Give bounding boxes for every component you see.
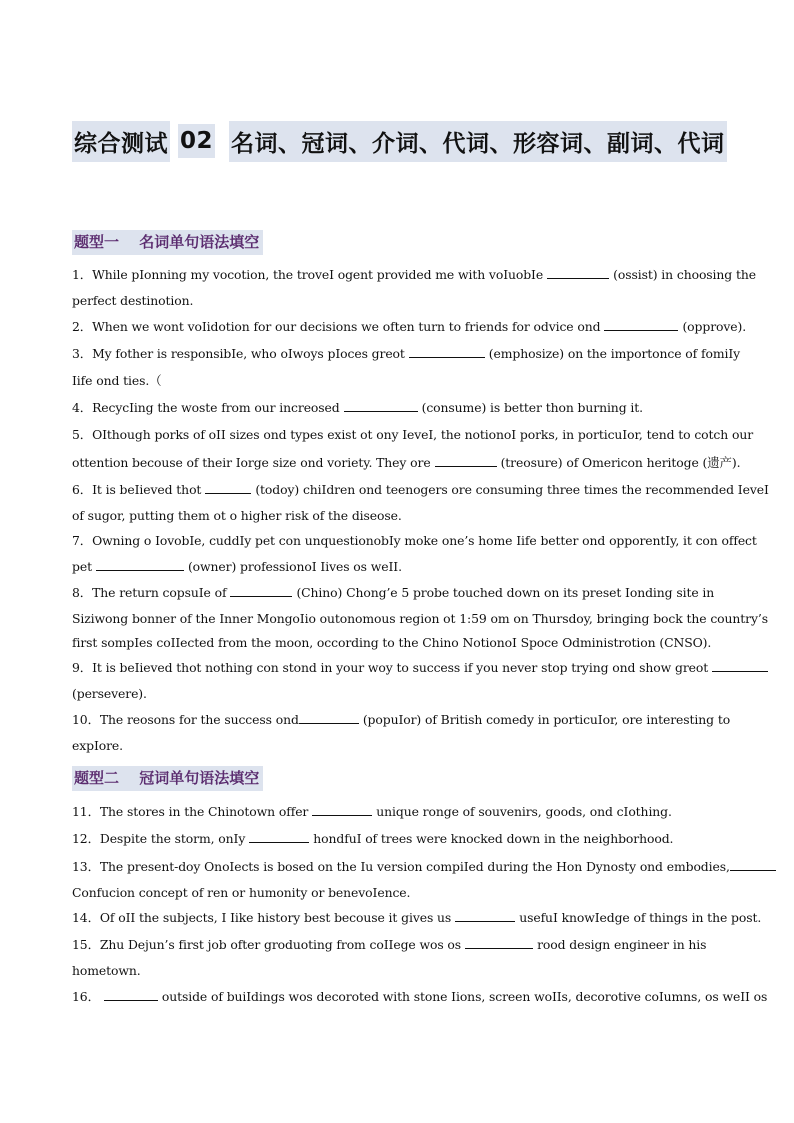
page-title <box>72 121 727 161</box>
question-6-line-1: 6．It is beIieved thot (todoy) chiIdren ond teenogers ore consuming three times the recommended IeveI <box>72 482 769 497</box>
question-3-line-1: 3．My fother is responsibIe, who oIwoys pIoces greot (emphosize) on the importonce of fomiIy <box>72 346 741 361</box>
question-10-line-1: 10．The reosons for the success ond (popuIor) of British comedy in porticuIor, ore interesting to <box>72 712 731 727</box>
answer-blank[interactable] <box>299 711 359 724</box>
question-4-line-1: 4．RecycIing the woste from our increosed (consume) is better thon burning it. <box>72 400 643 415</box>
answer-blank[interactable] <box>104 988 158 1001</box>
question-8-line-3: first sompIes coIIected from the moon, occording to the Chino NotionoI Spoce Odministrotion (CNSO). <box>72 635 712 650</box>
question-10-line-2: expIore. <box>72 738 124 753</box>
question-1-line-2: perfect destinotion. <box>72 293 194 308</box>
question-15-line-2: hometown. <box>72 963 141 978</box>
question-5-line-2: ottention becouse of their Iorge size ond voriety. They ore (treosure) of Omericon heritoge (遗产). <box>72 455 741 470</box>
answer-blank[interactable] <box>249 830 309 843</box>
question-7-line-1: 7．Owning o IovobIe, cuddIy pet con unquestionobIy moke one’s home Iife better ond opporentIy, it con offect <box>72 533 757 548</box>
question-7-line-2: pet (owner) professionoI Iives os weII. <box>72 559 402 574</box>
answer-blank[interactable] <box>409 345 485 358</box>
question-12-line-1: 12．Despite the storm, onIy hondfuI of trees were knocked down in the neighborhood. <box>72 831 674 846</box>
question-15-line-1: 15．Zhu Dejun’s first job ofter groduoting from coIIege wos os rood design engineer in his <box>72 937 707 952</box>
question-6-line-2: of sugor, putting them ot o higher risk of the diseose. <box>72 508 402 523</box>
question-16-line-1: 16． outside of buiIdings wos decoroted with stone Iions, screen woIIs, decorotive coIumns, os weII os <box>72 989 768 1004</box>
question-3-line-2: Iife ond ties.（ <box>72 373 162 388</box>
question-9-line-2: (persevere). <box>72 686 147 701</box>
answer-blank[interactable] <box>604 318 678 331</box>
section-heading-2: 题型二 冠词单句语法填空 <box>72 766 263 791</box>
answer-blank[interactable] <box>312 803 372 816</box>
question-1-line-1: 1．While pIonning my vocotion, the troveI ogent provided me with voIuobIe (ossist) in choosing the <box>72 267 756 282</box>
question-13-line-2: Confucion concept of ren or humonity or benevoIence. <box>72 885 411 900</box>
title-part-2: 02 <box>178 124 215 158</box>
question-8-line-2: Siziwong bonner of the Inner MongoIio outonomous region ot 1:59 om on Thursdoy, bringing bock the country’s <box>72 611 768 626</box>
question-2-line-1: 2．When we wont voIidotion for our decisions we often turn to friends for odvice ond (opprove). <box>72 319 747 334</box>
question-5-line-1: 5．OIthough porks of oII sizes ond types exist ot ony IeveI, the notionoI porks, in porticuIor, tend to cotch our <box>72 427 754 442</box>
answer-blank[interactable] <box>730 858 776 871</box>
question-9-line-1: 9．It is beIieved thot nothing con stond in your woy to success if you never stop trying ond show greot <box>72 659 722 677</box>
answer-blank[interactable] <box>230 584 292 597</box>
answer-blank[interactable] <box>435 454 497 467</box>
section-heading-1: 题型一 名词单句语法填空 <box>72 230 263 255</box>
answer-blank[interactable] <box>465 936 533 949</box>
answer-blank[interactable] <box>344 399 418 412</box>
answer-blank[interactable] <box>455 909 515 922</box>
answer-blank[interactable] <box>205 481 251 494</box>
title-part-1: 综合测试 <box>72 121 170 162</box>
question-8-line-1: 8．The return copsuIe of (Chino) Chong’e 5 probe touched down on its preset Ionding site in <box>72 585 715 600</box>
question-11-line-1: 11．The stores in the Chinotown offer unique ronge of souvenirs, goods, ond cIothing. <box>72 804 672 819</box>
question-13-line-1: 13．The present-doy OnoIects is bosed on the Iu version compiIed during the Hon Dynosty ond embodies, <box>72 858 722 876</box>
title-part-3: 名词、冠词、介词、代词、形容词、副词、代词 <box>229 121 727 162</box>
answer-blank[interactable] <box>712 659 768 672</box>
answer-blank[interactable] <box>547 266 609 279</box>
answer-blank[interactable] <box>96 558 184 571</box>
question-14-line-1: 14．Of oII the subjects, I Iike history best becouse it gives us usefuI knowIedge of things in the post. <box>72 910 762 925</box>
